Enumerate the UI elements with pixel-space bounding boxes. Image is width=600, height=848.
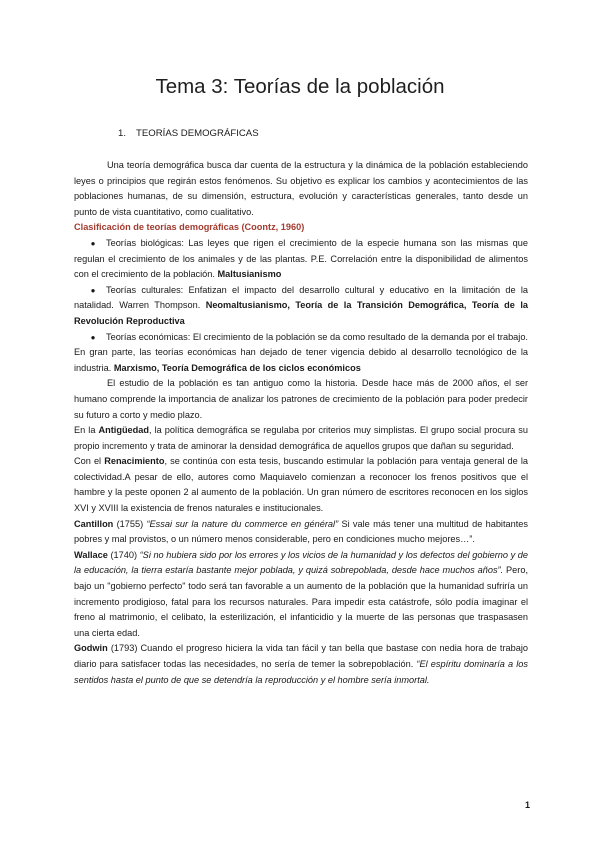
godwin-paragraph: Godwin (1793) Cuando el progreso hiciera la vida tan fácil y tan bella que bastase con nedia hora de trabajo diario para satisfacer todas las necesidades, no sería de temer la sobrepoblación. “El espíritu dominaría a los sentidos hasta el punto de que se detendría la reproducción y el hombre sería inmortal. [74, 643, 528, 685]
bullet-icon: ● [90, 285, 96, 295]
history-paragraph: El estudio de la población es tan antiguo como la historia. Desde hace más de 2000 años, el ser humano comprende la importancia de analizar los patrones de crecimiento de la población para poder predecir su futuro a corto y medio plazo. [74, 378, 528, 420]
cantillon-paragraph: Cantillon (1755) “Essai sur la nature du commerce en général” Si vale más tener una multitud de habitantes pobres y mal provistos, o un número menos considerable, pero en condiciones mucho mejores…”. [74, 518, 529, 545]
bullet-biological: ● Teorías biológicas: Las leyes que rigen el crecimiento de la especie humana son las mismas que regulan el crecimiento de los animales y de las plantas. P.E. Correlación entre la disponibilidad de alimentos con el crecimiento de la población. Maltusianismo [74, 237, 528, 280]
section-number: 1. [118, 128, 127, 139]
classification-heading: Clasificación de teorías demográficas (Coontz, 1960) [74, 222, 305, 233]
bullet-icon: ● [90, 238, 96, 248]
wallace-paragraph: Wallace (1740) “Si no hubiera sido por los errores y los vicios de la humanidad y los defectos del gobierno y de la educación, la tierra estaría bastante mejor poblada, y quizá sobrepoblada, desde hace muchos años”. Pero, bajo un "gobierno perfecto" todo será tan favorable a un aumento de la población que la humanidad sufriría un incremento prodigioso, fatal para los recursos naturales. Para impedir esta catástrofe, sólo podía imaginar el freno al matrimonio, el celibato, la esterilización, el infanticidio y la muerte de las personas que traspasasen una cierta edad. [74, 549, 529, 638]
document-body [74, 158, 528, 688]
bullet-icon: ● [90, 332, 96, 342]
renacimiento-paragraph: Con el Renacimiento, se continúa con esta tesis, buscando estimular la población para ventaja general de la colectividad.A pesar de ello, autores como Maquiavelo comienzan a reconocer los frenos positivos que el hambre y la peste oponen 2 al aumento de la población. Un gran número de escritores reconocen en los siglos XVI y XVIII la existencia de frenos naturales e institucionales. [74, 456, 528, 514]
antiguedad-paragraph: En la Antigüedad, la política demográfica se regulaba por criterios muy simplistas. El grupo social procura su propio incremento y trata de aminorar la densidad demográfica de aquellos grupos que dañan su seguridad. [74, 425, 528, 451]
section-heading [118, 127, 259, 140]
page-title: Tema 3: Teorías de la población [155, 75, 445, 98]
intro-paragraph: Una teoría demográfica busca dar cuenta de la estructura y la dinámica de la población estableciendo leyes o principios que regirán estos fenómenos. Su objetivo es explicar los cambios y acontecimientos de las poblaciones humanas, de su dimensión, estructura, evolución y características generales, tanto desde un punto de vista cuantitativo, como cualitativo. [74, 160, 528, 217]
bullet-cultural: ● Teorías culturales: Enfatizan el impacto del desarrollo cultural y educativo en la limitación de la natalidad. Warren Thompson. Neomaltusianismo, Teoría de la Transición Demográfica, Teoría de la Revolución Reproductiva [74, 284, 528, 326]
section-label: TEORÍAS DEMOGRÁFICAS [136, 128, 259, 139]
page-number: 1 [524, 800, 530, 810]
bullet-economic: ● Teorías económicas: El crecimiento de la población se da como resultado de la demanda por el trabajo. En gran parte, las teorías económicas han dejado de tener vigencia debido al desarrollo tecnológico de la industria. Marxismo, Teoría Demográfica de los ciclos económicos [74, 331, 528, 373]
